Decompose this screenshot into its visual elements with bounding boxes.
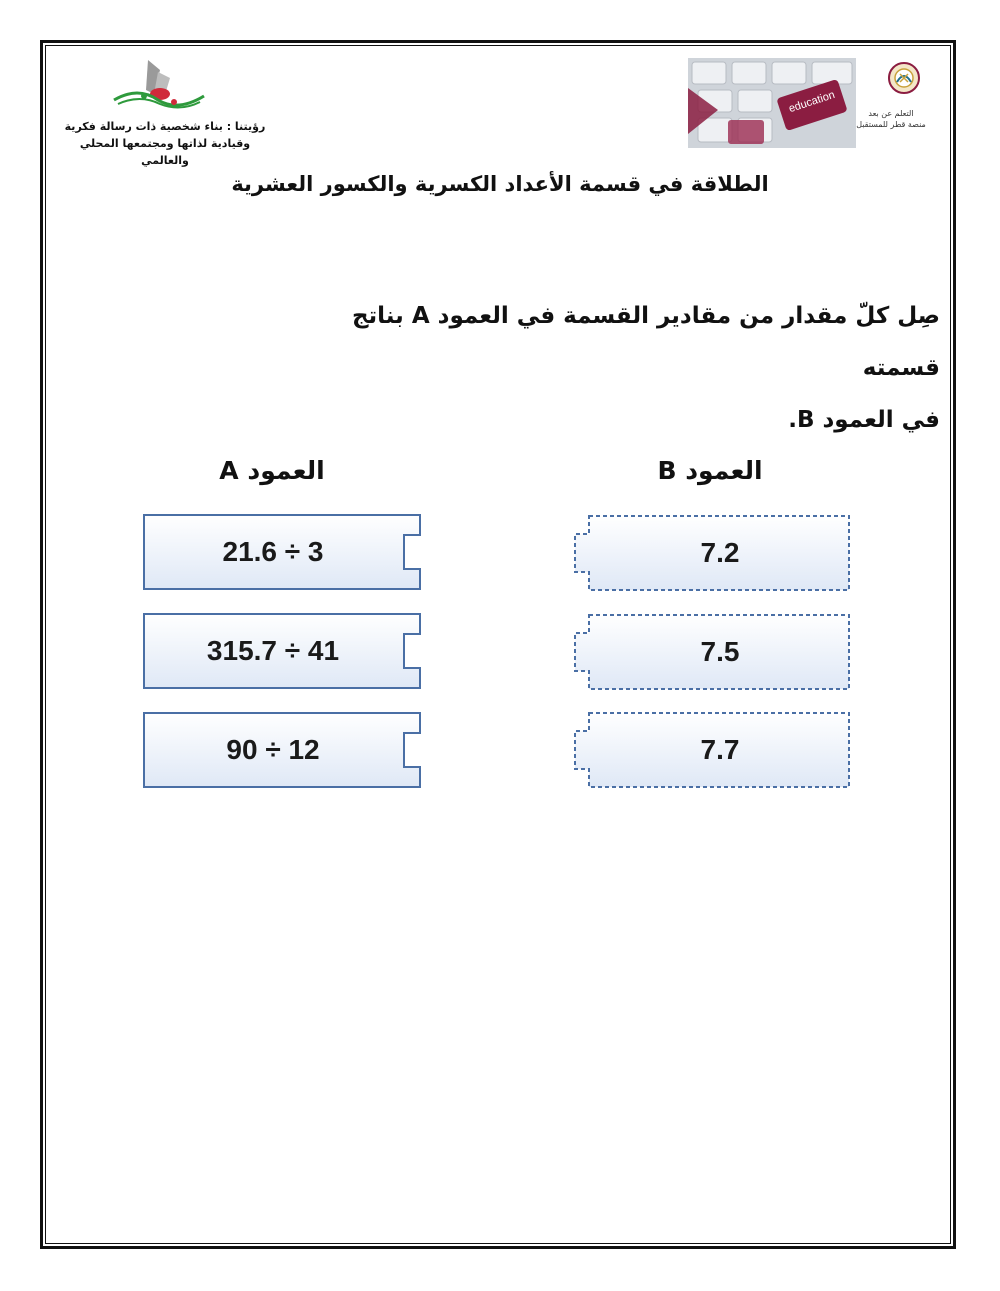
tile-a-label: 315.7 ÷ 41 (206, 635, 340, 666)
qatar-emblem-icon (880, 60, 928, 98)
column-a-item-1[interactable] (142, 513, 422, 591)
school-vision-text (60, 118, 270, 169)
vision-line-2: وقيادية لذاتها ومجتمعها المحلي والعالمي (79, 137, 251, 167)
tile-b-label: 7.7 (700, 734, 740, 765)
platform-caption (850, 108, 932, 130)
instruction-line-1: صِل كلّ مقدار من مقادير القسمة في العمود A بناتج قسمته (351, 303, 940, 381)
platform-line-2: منصة قطر للمستقبل (856, 120, 926, 129)
column-b-heading: العمود B (657, 456, 763, 485)
column-a-heading: العمود A (219, 456, 325, 485)
column-b-item-1[interactable] (573, 514, 853, 592)
school-logo-icon (108, 60, 208, 112)
tile-a-label: 21.6 ÷ 3 (222, 536, 324, 567)
column-b-item-3[interactable] (573, 711, 853, 789)
tile-a-label: 90 ÷ 12 (226, 734, 320, 765)
education-key-label: education (787, 88, 837, 116)
instruction-text (290, 290, 940, 446)
column-b-item-2[interactable] (573, 613, 853, 691)
tile-b-label: 7.2 (700, 537, 740, 568)
vision-line-1: رؤيتنا : بناء شخصية ذات رسالة فكرية (64, 120, 266, 133)
page-title: الطلاقة في قسمة الأعداد الكسرية والكسور العشرية (231, 172, 769, 196)
platform-line-1: التعلم عن بعد (868, 109, 914, 118)
education-banner-image (688, 58, 856, 148)
instruction-line-2: في العمود B. (788, 407, 940, 433)
column-a-item-2[interactable] (142, 612, 422, 690)
column-a-item-3[interactable] (142, 711, 422, 789)
tile-b-label: 7.5 (700, 636, 740, 667)
